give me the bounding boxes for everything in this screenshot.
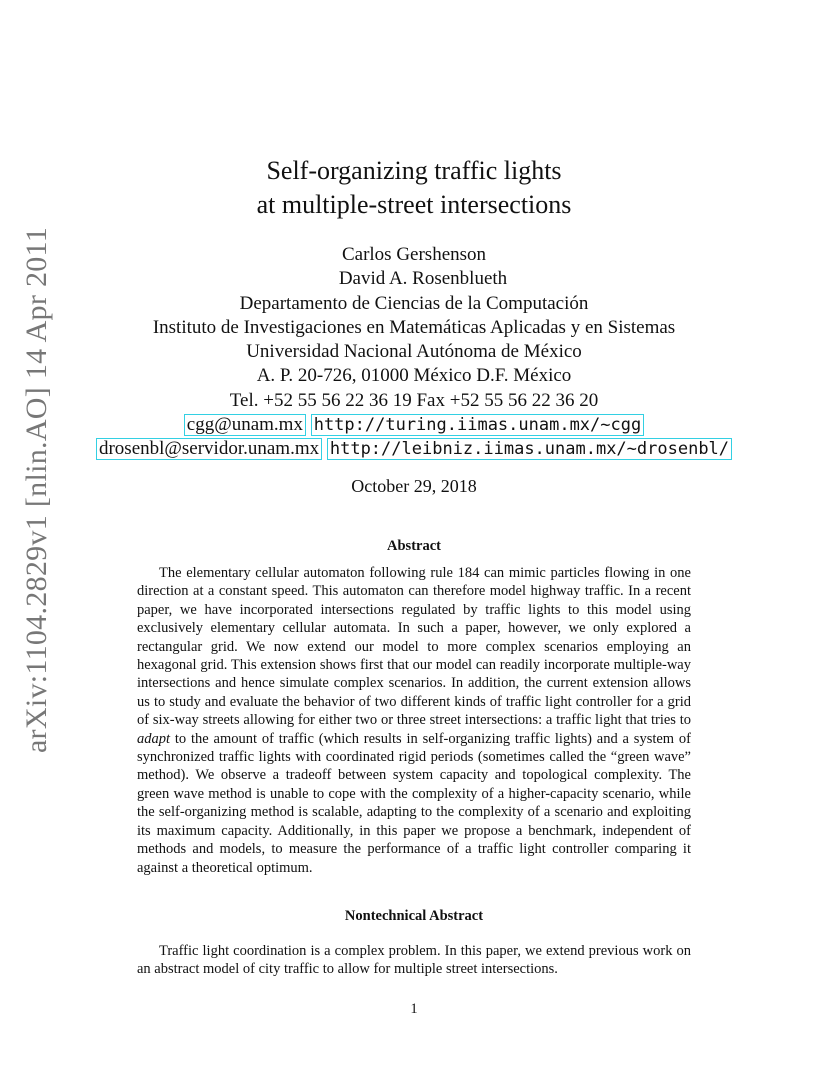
paper-date: October 29, 2018 (351, 476, 477, 496)
contact-row-2 (0, 437, 828, 461)
homepage-link[interactable]: http://turing.iimas.unam.mx/~cgg (311, 414, 645, 436)
abstract-heading: Abstract (387, 538, 441, 554)
contact-row-1 (0, 413, 828, 437)
university: Universidad Nacional Autónoma de México (246, 341, 582, 363)
homepage-link[interactable]: http://leibniz.iimas.unam.mx/~drosenbl/ (327, 438, 732, 460)
abstract-body (137, 564, 691, 877)
arxiv-identifier: arXiv:1104.2829v1 [nlin.AO] 14 Apr 2011 (20, 226, 54, 754)
department: Departamento de Ciencias de la Computación (239, 292, 589, 314)
author-name: David A. Rosenblueth (338, 268, 508, 290)
institute: Instituto de Investigaciones en Matemáticas Aplicadas y en Sistemas (152, 316, 676, 338)
postal-address: A. P. 20-726, 01000 México D.F. México (256, 365, 572, 387)
abstract-text: to the amount of traffic (which results in self-organizing traffic lights) and a system of synchronized traffic lights with coordinated rigid periods (sometimes called the “green wave” method). We observe a tradeoff between system capacity and topological complexity. The green wave method is unable to cope with the complexity of a higher-capacity scenario, while the self-organizing method is scalable, adapting to the complexity of a scenario and exploiting its maximum capacity. Additionally, in this paper we propose a benchmark, independent of methods and models, to measure the performance of a traffic light controller comparing it against a theoretical optimum. (137, 730, 691, 876)
abstract-text: The elementary cellular automaton following rule 184 can mimic particles flowing in one direction at a constant speed. This automaton can therefore model highway traffic. In a recent paper, we have incorporated intersections regulated by traffic lights to this model using exclusively elementary cellular automata. In such a paper, however, we only explored a rectangular grid. We now extend our model to more complex scenarios employing an hexagonal grid. This extension shows first that our model can readily incorporate multiple-way intersections and hence simulate complex scenarios. In addition, the current extension allows us to study and evaluate the behavior of two different kinds of traffic light controller for a grid of six-way streets allowing for either two or three street intersections: a traffic light that tries to (137, 565, 691, 729)
phone-fax: Tel. +52 55 56 22 36 19 Fax +52 55 56 22 36 20 (229, 389, 599, 411)
email-link[interactable]: cgg@unam.mx (184, 414, 306, 436)
title-line-2: at multiple-street intersections (256, 190, 572, 219)
abstract-emphasis: adapt (137, 730, 171, 747)
nontechnical-abstract-heading: Nontechnical Abstract (344, 908, 484, 924)
paper-title (0, 154, 828, 222)
email-link[interactable]: drosenbl@servidor.unam.mx (96, 438, 322, 460)
page-number: 1 (410, 1001, 418, 1017)
author-name: Carlos Gershenson (341, 244, 487, 265)
nontechnical-abstract-body: Traffic light coordination is a complex problem. In this paper, we extend previous work on an abstract model of city traffic to allow for multiple street intersections. (137, 943, 691, 978)
author-block (0, 243, 828, 462)
title-line-1: Self-organizing traffic lights (266, 156, 562, 185)
